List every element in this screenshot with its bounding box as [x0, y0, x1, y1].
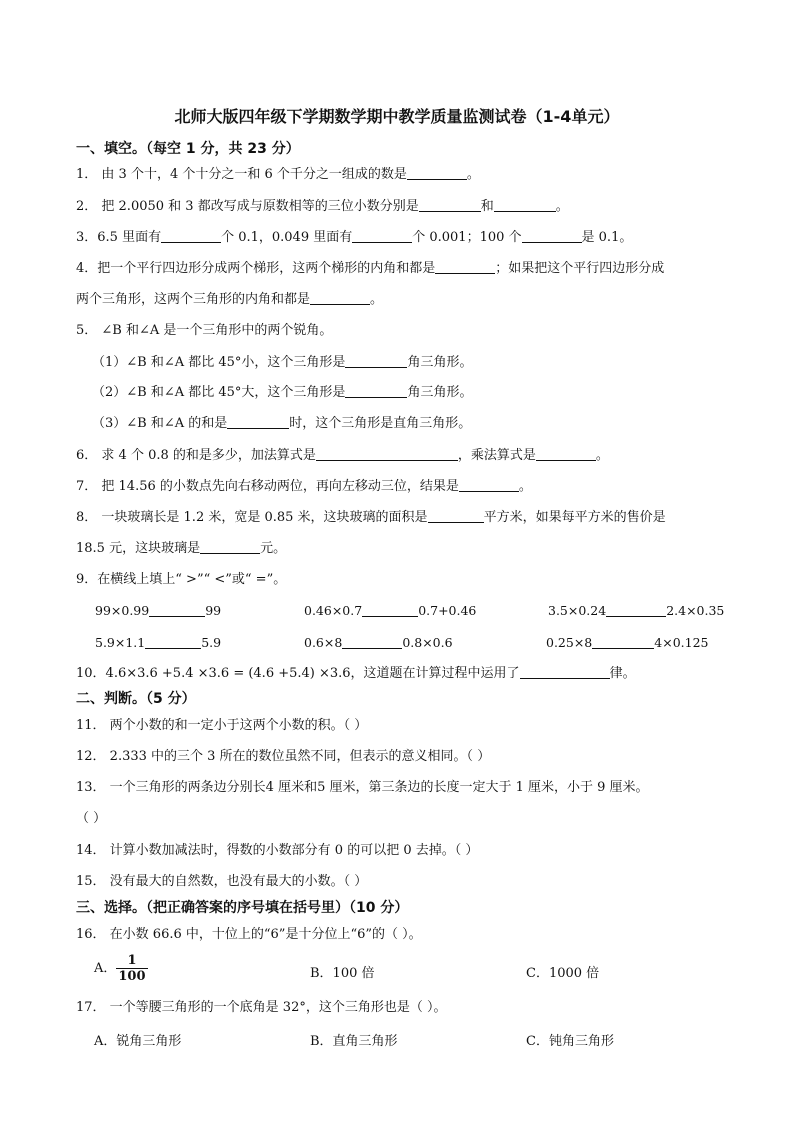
section-1-heading: 一、填空。（每空 1 分，共 23 分） [76, 141, 300, 157]
question-16: 16． 在小数 66.6 中，十位上的“6”是十分位上“6”的（ ）。 [76, 927, 422, 942]
q8-text: 8． 一块玻璃长是 1.2 米，宽是 0.85 米，这块玻璃的面积是 [76, 510, 428, 525]
q8-tail: 元。 [260, 541, 287, 556]
question-15: 15． 没有最大的自然数，也没有最大的小数。（ ） [76, 874, 368, 889]
question-8 [76, 509, 666, 527]
q5-s2-tail: 角三角形。 [407, 385, 473, 400]
answer-blank[interactable] [459, 478, 519, 492]
compare-item [95, 603, 221, 618]
question-13: 13． 一个三角形的两条边分别长4 厘米和5 厘米，第三条边的长度一定大于 1 厘米，小于 9 厘米。 [76, 780, 649, 795]
question-14: 14． 计算小数加减法时，得数的小数部分有 0 的可以把 0 去掉。（ ） [76, 843, 479, 858]
answer-blank[interactable] [149, 603, 205, 617]
answer-blank[interactable] [419, 198, 481, 212]
q3-text-3: 个 0.001；100 个 [412, 230, 522, 245]
page-title: 北师大版四年级下学期数学期中教学质量监测试卷（1-4单元） [174, 107, 620, 126]
option-a[interactable] [94, 953, 148, 984]
q4-tail: 。 [370, 292, 384, 307]
compare-item [304, 603, 476, 618]
fraction-denominator: 100 [118, 969, 146, 984]
question-6 [76, 447, 609, 465]
question-11: 11． 两个小数的和一定小于这两个小数的积。（ ） [76, 718, 368, 733]
section-3-heading: 三、选择。（把正确答案的序号填在括号里）（10 分） [76, 900, 409, 916]
answer-blank[interactable] [592, 635, 654, 649]
answer-blank[interactable] [161, 229, 221, 243]
q5-s3-text: （3）∠B 和∠A 的和是 [92, 416, 228, 431]
question-8-cont [76, 540, 286, 558]
answer-blank[interactable] [362, 603, 418, 617]
question-5-sub-2 [92, 384, 472, 402]
q10-tail: 律。 [609, 666, 636, 681]
answer-blank[interactable] [345, 354, 407, 368]
q5-s1-tail: 角三角形。 [407, 355, 473, 370]
q2-text: 2． 把 2.0050 和 3 都改写成与原数相等的三位小数分别是 [76, 199, 419, 214]
answer-blank[interactable] [407, 166, 467, 180]
q7-tail: 。 [518, 479, 532, 494]
q5-s2-text: （2）∠B 和∠A 都比 45°大，这个三角形是 [92, 385, 346, 400]
answer-blank[interactable] [428, 509, 484, 523]
compare-item [95, 635, 221, 650]
compare-left: 0.25×8 [546, 635, 593, 650]
fraction-numerator: 1 [116, 953, 147, 969]
answer-blank[interactable] [342, 635, 402, 649]
q3-tail: 是 0.1。 [581, 230, 633, 245]
answer-blank[interactable] [145, 635, 201, 649]
answer-blank[interactable] [606, 603, 666, 617]
answer-blank[interactable] [352, 229, 412, 243]
compare-left: 0.6×8 [304, 635, 343, 650]
q1-tail: 。 [466, 167, 480, 182]
answer-blank[interactable] [494, 198, 556, 212]
q4-text-2: ；如果把这个平行四边形分成 [495, 261, 665, 276]
compare-item [546, 635, 708, 650]
answer-blank[interactable] [345, 384, 407, 398]
option-c[interactable]: C．钝角三角形 [526, 1034, 614, 1049]
question-10 [76, 665, 636, 683]
q3-text: 3．6.5 里面有 [76, 230, 162, 245]
answer-blank[interactable] [316, 447, 458, 461]
q5-s1-text: （1）∠B 和∠A 都比 45°小，这个三角形是 [92, 355, 346, 370]
compare-right: 0.7+0.46 [418, 603, 477, 618]
q2-tail: 。 [555, 199, 569, 214]
question-3 [76, 229, 632, 247]
answer-blank[interactable] [522, 229, 582, 243]
q6-tail: 。 [595, 448, 609, 463]
compare-left: 99×0.99 [95, 603, 150, 618]
q10-text: 10．4.6×3.6 +5.4 ×3.6 = (4.6 +5.4) ×3.6，这道题在计算过程中运用了 [76, 666, 520, 681]
compare-left: 0.46×0.7 [304, 603, 363, 618]
compare-item [548, 603, 724, 618]
q8-text-2: 平方米，如果每平方米的售价是 [483, 510, 666, 525]
question-4 [76, 260, 664, 278]
q7-text: 7． 把 14.56 的小数点先向右移动两位，再向左移动三位，结果是 [76, 479, 459, 494]
answer-blank[interactable] [520, 665, 610, 679]
question-5-sub-3 [92, 415, 471, 433]
question-1 [76, 166, 480, 184]
option-a-label: A． [94, 961, 117, 976]
option-a[interactable]: A．锐角三角形 [94, 1034, 182, 1049]
q4-text-3: 两个三角形，这两个三角形的内角和都是 [76, 292, 311, 307]
question-5: 5． ∠B 和∠A 是一个三角形中的两个锐角。 [76, 323, 333, 338]
compare-item [304, 635, 453, 650]
answer-blank[interactable] [227, 415, 289, 429]
compare-right: 2.4×0.35 [666, 603, 725, 618]
question-13-bracket: （ ） [76, 811, 107, 826]
answer-blank[interactable] [310, 291, 370, 305]
answer-blank[interactable] [536, 447, 596, 461]
q4-text: 4．把一个平行四边形分成两个梯形，这两个梯形的内角和都是 [76, 261, 436, 276]
question-5-sub-1 [92, 354, 472, 372]
compare-right: 5.9 [201, 635, 222, 650]
answer-blank[interactable] [200, 540, 260, 554]
q1-text: 1． 由 3 个十，4 个十分之一和 6 个千分之一组成的数是 [76, 167, 407, 182]
fraction [116, 953, 147, 984]
question-12: 12． 2.333 中的三个 3 所在的数位虽然不同，但表示的意义相同。（ ） [76, 749, 491, 764]
compare-left: 3.5×0.24 [548, 603, 607, 618]
compare-right: 4×0.125 [654, 635, 709, 650]
question-17: 17． 一个等腰三角形的一个底角是 32°，这个三角形也是（ ）。 [76, 1000, 447, 1015]
question-4-cont [76, 291, 383, 309]
q6-text-2: ，乘法算式是 [457, 448, 536, 463]
answer-blank[interactable] [435, 260, 495, 274]
compare-left: 5.9×1.1 [95, 635, 146, 650]
compare-right: 0.8×0.6 [402, 635, 453, 650]
q5-s3-tail: 时，这个三角形是直角三角形。 [289, 416, 472, 431]
q2-and: 和 [480, 199, 494, 214]
question-7 [76, 478, 532, 496]
option-b[interactable]: B．直角三角形 [310, 1034, 398, 1049]
q3-text-2: 个 0.1，0.049 里面有 [221, 230, 353, 245]
option-b[interactable]: B．100 倍 [310, 966, 375, 981]
question-9: 9．在横线上填上“ >”“ <”或“ =”。 [76, 572, 287, 587]
option-c[interactable]: C．1000 倍 [526, 966, 600, 981]
question-2 [76, 198, 569, 216]
q8-text-3: 18.5 元，这块玻璃是 [76, 541, 201, 556]
q6-text: 6． 求 4 个 0.8 的和是多少，加法算式是 [76, 448, 316, 463]
section-2-heading: 二、判断。（5 分） [76, 691, 196, 707]
compare-right: 99 [205, 603, 222, 618]
